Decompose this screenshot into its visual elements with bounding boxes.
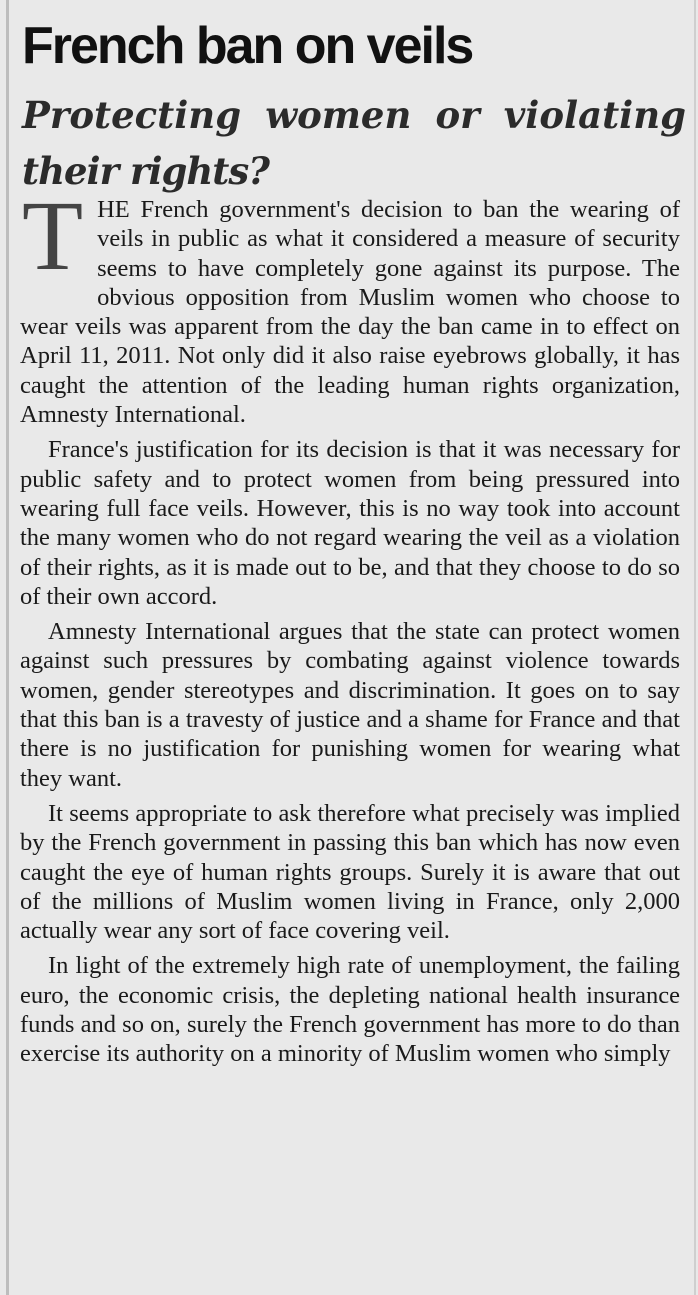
column-rule-left	[6, 0, 9, 1295]
paragraph-3: Amnesty International argues that the state can protect women against such pressures by combating against violence towards women, gender stereotypes and discrimination. It goes on to say that this ban is a travesty of justice and a shame for France and that there is no justification for punishing women for wearing what they want.	[20, 618, 680, 792]
paragraph-5: In light of the extremely high rate of unemployment, the failing euro, the economic crisis, the depleting national health insurance funds and so on, surely the French government has more to do than exercise its authority on a minority of Muslim women who simply	[20, 952, 680, 1068]
paragraph-2: France's justification for its decision is that it was necessary for public safety and to protect women from being pressured into wearing full face veils. However, this is no way took into account the many women who do not regard wearing the veil as a violation of their rights, as it is made out to be, and that they choose to do so of their own accord.	[20, 436, 680, 610]
drop-cap: T	[22, 180, 84, 291]
paragraph-4: It seems appropriate to ask therefore what precisely was implied by the French government in passing this ban which has now even caught the eye of human rights groups. Surely it is aware that out of the millions of Muslim women living in France, only 2,000 actually wear any sort of face covering veil.	[20, 799, 680, 945]
column-rule-right	[694, 0, 696, 1295]
paragraph-1	[20, 180, 680, 429]
article-body	[20, 180, 680, 1075]
deck-line-2: their rights?	[22, 149, 269, 193]
deck-line-1: Protecting women or violating	[22, 93, 686, 137]
paragraph-1-text: HE French government's decision to ban the wearing of veils in public as what it considered a measure of security seems to have completely gone against its purpose. The obvious opposition from Muslim women who choose to wear veils was apparent from the day the ban came in to effect on April 11, 2011. Not only did it also raise eyebrows globally, it has caught the attention of the leading human rights organization, Amnesty International.	[20, 196, 680, 429]
headline: French ban on veils	[22, 17, 473, 75]
